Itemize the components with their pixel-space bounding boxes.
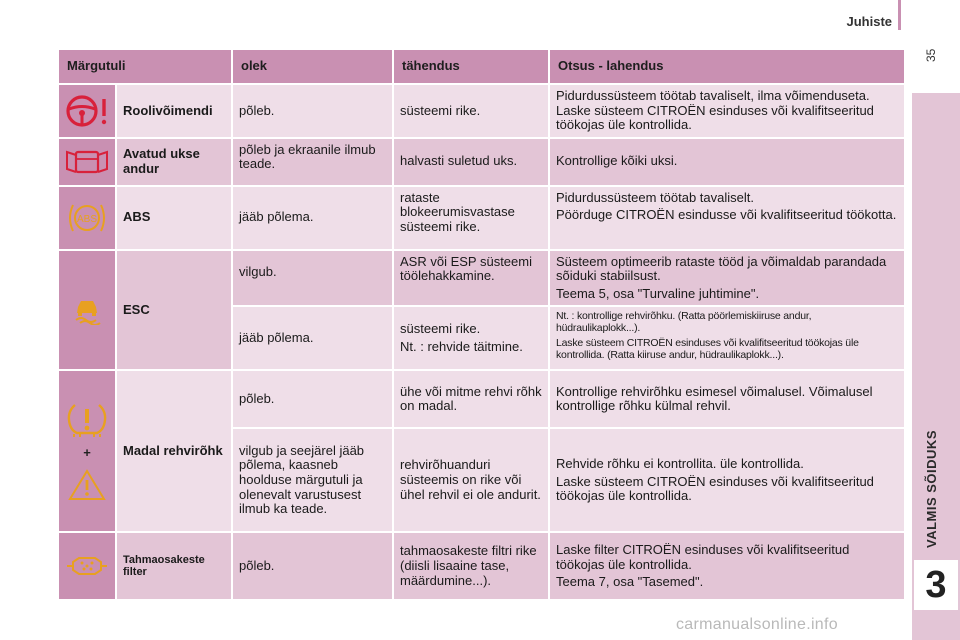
particle-filter-icon (65, 553, 109, 579)
meaning-cell: rehvirõhuanduri süsteemis on rike või ühel rehvil ei ole andurit. (393, 428, 549, 532)
table-row (58, 532, 905, 600)
action-cell (549, 532, 905, 600)
action-text: Rehvide rõhku ei kontrollita. üle kontrollida. (556, 455, 804, 471)
indicator-name: Madal rehvirõhk (116, 370, 232, 532)
action-cell (549, 250, 905, 307)
state-cell: vilgub. (232, 250, 393, 307)
action-text: Teema 5, osa "Turvaline juhtimine". (556, 285, 760, 301)
action-text: Laske süsteem CITROËN esinduses või kvalifitseeritud töökojas üle kontrollida. (556, 473, 874, 504)
meaning-cell: süsteemi rike. (393, 84, 549, 138)
warning-lights-table (57, 48, 906, 601)
page-header: Juhiste (846, 14, 892, 29)
indicator-icon-cell (58, 250, 116, 371)
indicator-name: Avatud ukse andur (116, 138, 232, 186)
action-text: Süsteem optimeerib rataste tööd ja võimaldab parandada sõiduki stabiilsust. (556, 253, 887, 284)
header-divider (898, 0, 901, 30)
indicator-name: ABS (116, 186, 232, 250)
steering-warning-icon (64, 94, 110, 128)
action-cell: Kontrollige rehvirõhku esimesel võimalusel. Võimalusel kontrollige rõhku külmal rehvil. (549, 370, 905, 428)
meaning-cell: rataste blokeerumisvastase süsteemi rike. (393, 186, 549, 250)
esc-icon (72, 295, 102, 325)
meaning-cell (393, 306, 549, 370)
side-chapter-title: VALMIS SÕIDUKS (924, 430, 939, 548)
action-cell (549, 186, 905, 250)
plus-sign: + (83, 445, 91, 460)
indicator-name: Tahmaosakeste filter (116, 532, 232, 600)
meaning-cell: ASR või ESP süsteemi töölehakkamine. (393, 250, 549, 307)
chapter-number: 3 (914, 560, 958, 610)
action-text: Laske filter CITROËN esinduses või kvalifitseeritud töökojas üle kontrollida. (556, 541, 850, 572)
tyre-pressure-icon (66, 402, 108, 438)
indicator-icon-cell (58, 138, 116, 186)
indicator-icon-cell (58, 84, 116, 138)
table-row (58, 138, 905, 186)
action-cell (549, 306, 905, 370)
state-cell: põleb. (232, 532, 393, 600)
action-text: Pidurdussüsteem töötab tavaliselt. (556, 189, 754, 205)
state-cell: põleb. (232, 370, 393, 428)
action-cell: Kontrollige kõiki uksi. (549, 138, 905, 186)
header-action: Otsus - lahendus (549, 49, 905, 84)
indicator-icon-cell (58, 370, 116, 532)
page-number: 35 (924, 48, 938, 62)
meaning-cell: ühe või mitme rehvi rõhk on madal. (393, 370, 549, 428)
state-cell: vilgub ja seejärel jääb põlema, kaasneb hoolduse märgutuli ja olenevalt varustusest ilmub ka teade. (232, 428, 393, 532)
indicator-name: ESC (116, 250, 232, 371)
indicator-icon-cell (58, 532, 116, 600)
warning-triangle-icon (68, 469, 106, 501)
action-text: Pöörduge CITROËN esindusse või kvalifitseeritud töökotta. (556, 207, 897, 223)
header-meaning: tähendus (393, 49, 549, 84)
indicator-icon-cell (58, 186, 116, 250)
open-door-icon (64, 147, 110, 177)
action-text: Laske süsteem CITROËN esinduses või kvalifitseeritud töökojas üle kontrollida. (Ratta kiiruse andur, hüdraulikaplokk...). (556, 336, 859, 361)
table-row (58, 186, 905, 250)
header-indicator: Märgutuli (58, 49, 232, 84)
watermark-text: carmanualsonline.info (676, 616, 838, 633)
action-cell (549, 428, 905, 532)
state-cell: jääb põlema. (232, 186, 393, 250)
meaning-cell: tahmaosakeste filtri rike (diisli lisaaine tase, määrdumine...). (393, 532, 549, 600)
header-state: olek (232, 49, 393, 84)
table-row (58, 370, 905, 428)
state-cell: põleb ja ekraanile ilmub teade. (232, 138, 393, 186)
state-cell: jääb põlema. (232, 306, 393, 370)
indicator-name: Roolivõimendi (116, 84, 232, 138)
action-text: Nt. : kontrollige rehvirõhku. (Ratta pöörlemiskiiruse andur, hüdraulikaplokk...). (556, 310, 812, 335)
table-row (58, 250, 905, 307)
table-header-row (58, 49, 905, 84)
meaning-text: süsteemi rike. (400, 321, 481, 337)
action-cell: Pidurdussüsteem töötab tavaliselt, ilma võimenduseta. Laske süsteem CITROËN esinduses või kvalifitseeritud töökojas üle kontrollida. (549, 84, 905, 138)
abs-icon (66, 201, 108, 235)
table-row (58, 84, 905, 138)
meaning-cell: halvasti suletud uks. (393, 138, 549, 186)
meaning-text: Nt. : rehvide täitmine. (400, 338, 523, 354)
state-cell: põleb. (232, 84, 393, 138)
svg-text:ABS: ABS (76, 213, 98, 225)
action-text: Teema 7, osa "Tasemed". (556, 574, 704, 590)
side-tab (912, 93, 960, 640)
